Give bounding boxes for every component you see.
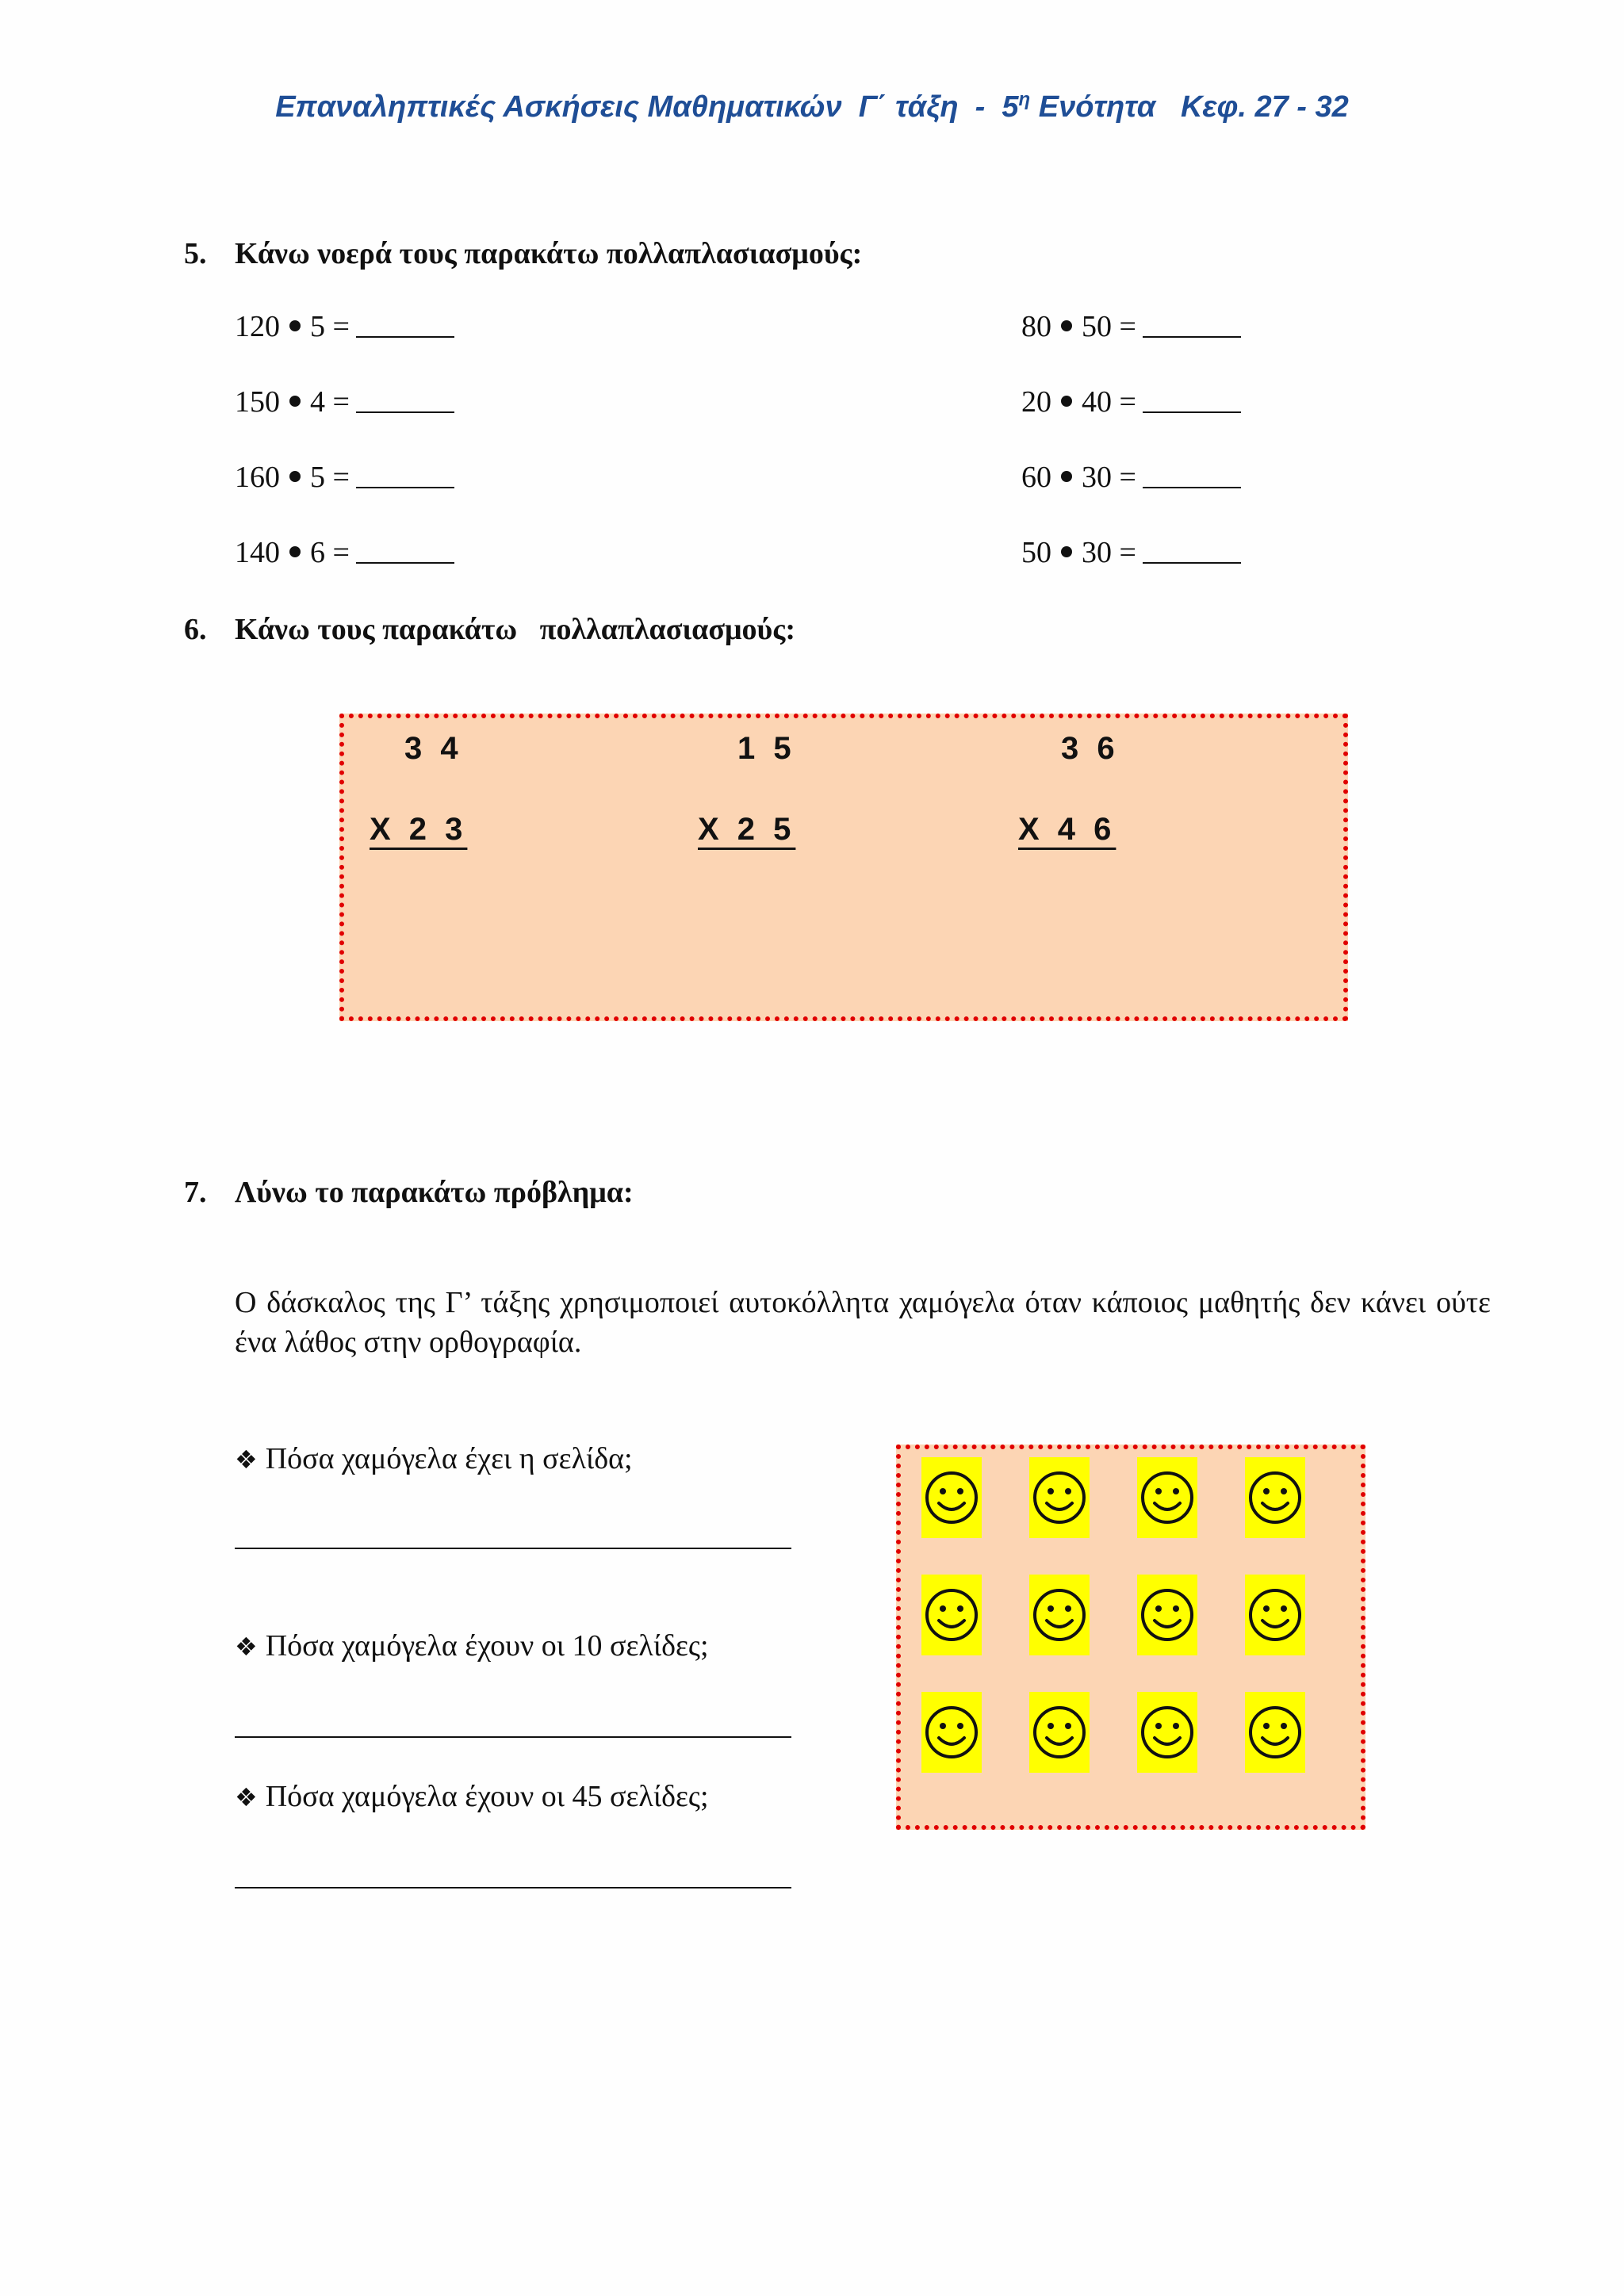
smiley-icon xyxy=(1247,1587,1303,1643)
q5-left-item: 160 5 = xyxy=(235,460,454,495)
answer-line[interactable] xyxy=(235,1887,791,1888)
smiley-sticker xyxy=(1137,1575,1197,1655)
smiley-sticker-page xyxy=(896,1445,1365,1830)
multiply-dot-icon xyxy=(1061,396,1072,407)
sub-question: ❖ Πόσα χαμόγελα έχει η σελίδα; xyxy=(235,1442,633,1475)
smiley-icon xyxy=(1032,1587,1087,1643)
sub-question: ❖ Πόσα χαμόγελα έχουν οι 45 σελίδες; xyxy=(235,1780,709,1813)
answer-blank[interactable] xyxy=(1143,388,1241,413)
vertical-mult-bottom: X 4 6 xyxy=(1018,812,1116,847)
diamond-bullet-icon: ❖ xyxy=(235,1632,258,1662)
smiley-sticker xyxy=(921,1457,982,1538)
multiply-dot-icon xyxy=(1061,320,1072,331)
header-title-part2: Ενότητα Κεφ. 27 - 32 xyxy=(1030,90,1349,124)
q6-title-text: Κάνω τους παρακάτω πολλαπλασιασμούς: xyxy=(235,613,795,646)
smiley-icon xyxy=(1032,1470,1087,1525)
answer-blank[interactable] xyxy=(356,388,454,413)
smiley-icon xyxy=(1139,1470,1195,1525)
q5-right-item: 20 40 = xyxy=(1021,385,1241,419)
multiply-dot-icon xyxy=(1061,546,1072,557)
multiply-dot-icon xyxy=(289,396,301,407)
q7-number: 7. xyxy=(184,1176,207,1209)
smiley-sticker xyxy=(1245,1575,1305,1655)
smiley-sticker xyxy=(1029,1575,1090,1655)
smiley-sticker xyxy=(921,1575,982,1655)
smiley-icon xyxy=(924,1470,979,1525)
smiley-icon xyxy=(1139,1587,1195,1643)
smiley-icon xyxy=(1032,1705,1087,1760)
vertical-mult-top: 3 4 xyxy=(404,731,463,766)
problem-paragraph: Ο δάσκαλος της Γ’ τάξης χρησιμοποιεί αυτοκόλλητα χαμόγελα όταν κάποιος μαθητής δεν κάνει ούτε ένα λάθος στην ορθογραφία. xyxy=(235,1286,1491,1359)
smiley-icon xyxy=(1247,1705,1303,1760)
q5-left-item: 120 5 = xyxy=(235,309,454,344)
smiley-sticker xyxy=(1245,1692,1305,1773)
q5-left-item: 150 4 = xyxy=(235,385,454,419)
page-header xyxy=(0,89,1624,124)
multiply-dot-icon xyxy=(289,320,301,331)
smiley-sticker xyxy=(1245,1457,1305,1538)
smiley-sticker xyxy=(1137,1457,1197,1538)
answer-line[interactable] xyxy=(235,1736,791,1738)
answer-blank[interactable] xyxy=(1143,463,1241,488)
smiley-icon xyxy=(924,1587,979,1643)
q7-title xyxy=(184,1175,634,1210)
diamond-bullet-icon: ❖ xyxy=(235,1445,258,1475)
answer-blank[interactable] xyxy=(356,538,454,564)
q6-number: 6. xyxy=(184,613,207,646)
multiplication-box xyxy=(339,714,1348,1021)
answer-blank[interactable] xyxy=(356,312,454,338)
q5-right-item: 50 30 = xyxy=(1021,535,1241,570)
header-title-sup: η xyxy=(1018,89,1031,110)
multiply-dot-icon xyxy=(1061,471,1072,482)
answer-blank[interactable] xyxy=(356,463,454,488)
answer-line[interactable] xyxy=(235,1548,791,1549)
sub-question: ❖ Πόσα χαμόγελα έχουν οι 10 σελίδες; xyxy=(235,1629,709,1663)
smiley-icon xyxy=(924,1705,979,1760)
header-title-part1: Επαναληπτικές Ασκήσεις Μαθηματικών Γ΄ τάξη - 5 xyxy=(275,90,1019,124)
q5-number: 5. xyxy=(184,237,207,270)
diamond-bullet-icon: ❖ xyxy=(235,1782,258,1812)
smiley-sticker xyxy=(1137,1692,1197,1773)
multiply-dot-icon xyxy=(289,471,301,482)
q5-title-text: Κάνω νοερά τους παρακάτω πολλαπλασιασμούς: xyxy=(235,237,863,270)
q5-right-item: 80 50 = xyxy=(1021,309,1241,344)
vertical-mult-top: 1 5 xyxy=(737,731,796,766)
q5-left-item: 140 6 = xyxy=(235,535,454,570)
smiley-sticker xyxy=(921,1692,982,1773)
answer-blank[interactable] xyxy=(1143,312,1241,338)
q5-title xyxy=(184,236,862,271)
smiley-icon xyxy=(1139,1705,1195,1760)
vertical-mult-top: 3 6 xyxy=(1061,731,1120,766)
vertical-mult-bottom: X 2 5 xyxy=(698,812,796,847)
q7-title-text: Λύνω το παρακάτω πρόβλημα: xyxy=(235,1176,634,1209)
answer-blank[interactable] xyxy=(1143,538,1241,564)
q5-right-item: 60 30 = xyxy=(1021,460,1241,495)
smiley-sticker xyxy=(1029,1692,1090,1773)
q6-title xyxy=(184,612,795,647)
smiley-icon xyxy=(1247,1470,1303,1525)
smiley-sticker xyxy=(1029,1457,1090,1538)
vertical-mult-bottom: X 2 3 xyxy=(370,812,468,847)
multiply-dot-icon xyxy=(289,546,301,557)
